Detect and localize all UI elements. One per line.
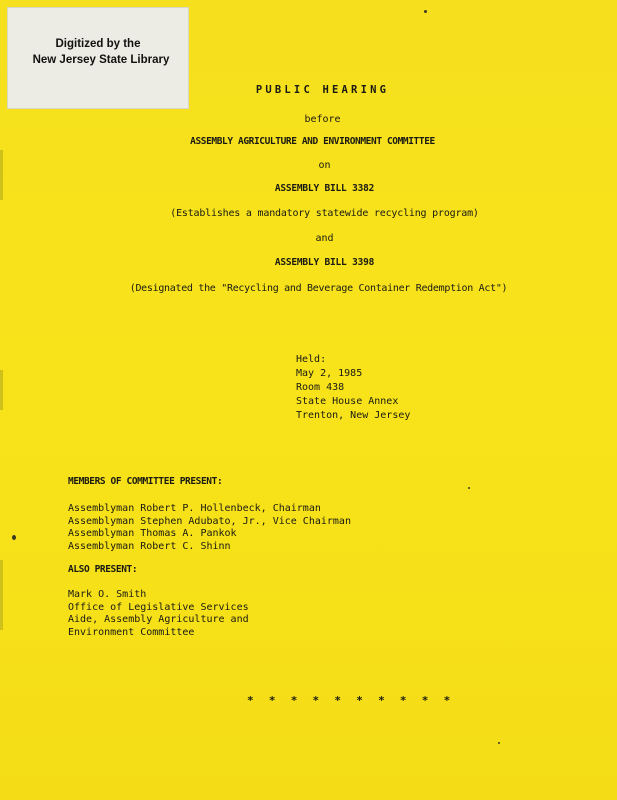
also-present-list [68,589,249,639]
bill-2-description: (Designated the "Recycling and Beverage Container Redemption Act") [129,283,508,294]
members-list [68,503,351,553]
on-text: on [318,160,331,171]
speck-mark [468,487,470,489]
also-present-heading: ALSO PRESENT: [68,564,138,575]
list-item: Office of Legislative Services [68,601,249,613]
and-text: and [315,233,334,244]
held-room: Room 438 [296,382,345,393]
list-item: Assemblyman Stephen Adubato, Jr., Vice Chairman [68,515,351,527]
list-item: Assemblyman Robert C. Shinn [68,540,231,552]
bill-1-title: ASSEMBLY BILL 3382 [274,183,375,194]
speck-mark [424,10,427,13]
stamp-line-2: New Jersey State Library [32,54,170,66]
bill-1-description: (Establishes a mandatory statewide recycling program) [170,208,479,219]
binding-mark [0,370,3,410]
speck-mark [498,742,500,744]
bill-2-title: ASSEMBLY BILL 3398 [274,257,375,268]
members-heading: MEMBERS OF COMMITTEE PRESENT: [68,476,223,487]
list-item: Assemblyman Robert P. Hollenbeck, Chairman [68,503,321,514]
list-item: Environment Committee [68,626,195,638]
held-city: Trenton, New Jersey [296,410,411,421]
held-building: State House Annex [296,396,399,407]
hearing-details [296,353,410,423]
list-item: Assemblyman Thomas A. Pankok [68,528,237,539]
stamp-line-1: Digitized by the [55,38,141,50]
list-item: Mark O. Smith [68,589,147,600]
binding-mark [0,560,3,630]
speck-mark [12,535,16,540]
before-text: before [304,114,341,125]
committee-name: ASSEMBLY AGRICULTURE AND ENVIRONMENT COMMITTEE [190,136,435,147]
separator-stars: * * * * * * * * * * [247,694,455,707]
held-label: Held: [296,354,327,365]
binding-mark [0,150,3,200]
list-item: Aide, Assembly Agriculture and [68,614,249,625]
document-title: PUBLIC HEARING [255,84,390,96]
held-date: May 2, 1985 [296,368,363,379]
